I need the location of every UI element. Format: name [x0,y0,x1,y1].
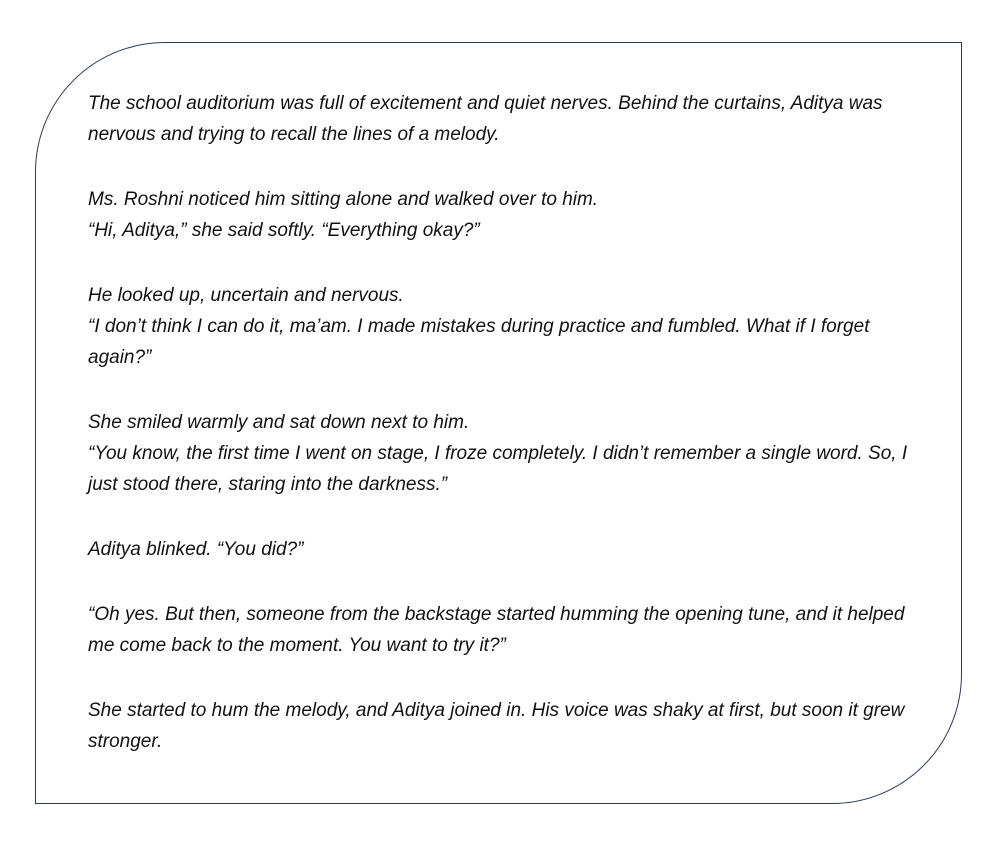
story-text [88,88,918,757]
paragraph-line: The school auditorium was full of excitement and quiet nerves. Behind the curtains, Aditya was nervous and trying to recall the lines of a melody. [88,93,883,145]
paragraph-4 [88,407,918,500]
paragraph-5 [88,534,918,565]
paragraph-line: Aditya blinked. “You did?” [88,539,304,560]
paragraph-line: She started to hum the melody, and Aditya joined in. His voice was shaky at first, but soon it grew stronger. [88,700,905,752]
paragraph-3 [88,280,918,373]
dialogue-line: “Oh yes. But then, someone from the backstage started humming the opening tune, and it helped me come back to the moment. You want to try it?” [88,604,905,656]
dialogue-line: “I don’t think I can do it, ma’am. I made mistakes during practice and fumbled. What if I forget again?” [88,316,870,368]
paragraph-line: She smiled warmly and sat down next to him. [88,412,470,433]
paragraph-7 [88,695,918,757]
paragraph-1 [88,88,918,150]
paragraph-line: He looked up, uncertain and nervous. [88,285,404,306]
dialogue-line: “You know, the first time I went on stage, I froze completely. I didn’t remember a single word. So, I just stood there, staring into the darkness.” [88,443,908,495]
paragraph-6 [88,599,918,661]
dialogue-line: “Hi, Aditya,” she said softly. “Everything okay?” [88,220,480,241]
paragraph-line: Ms. Roshni noticed him sitting alone and walked over to him. [88,189,599,210]
paragraph-2 [88,184,918,246]
